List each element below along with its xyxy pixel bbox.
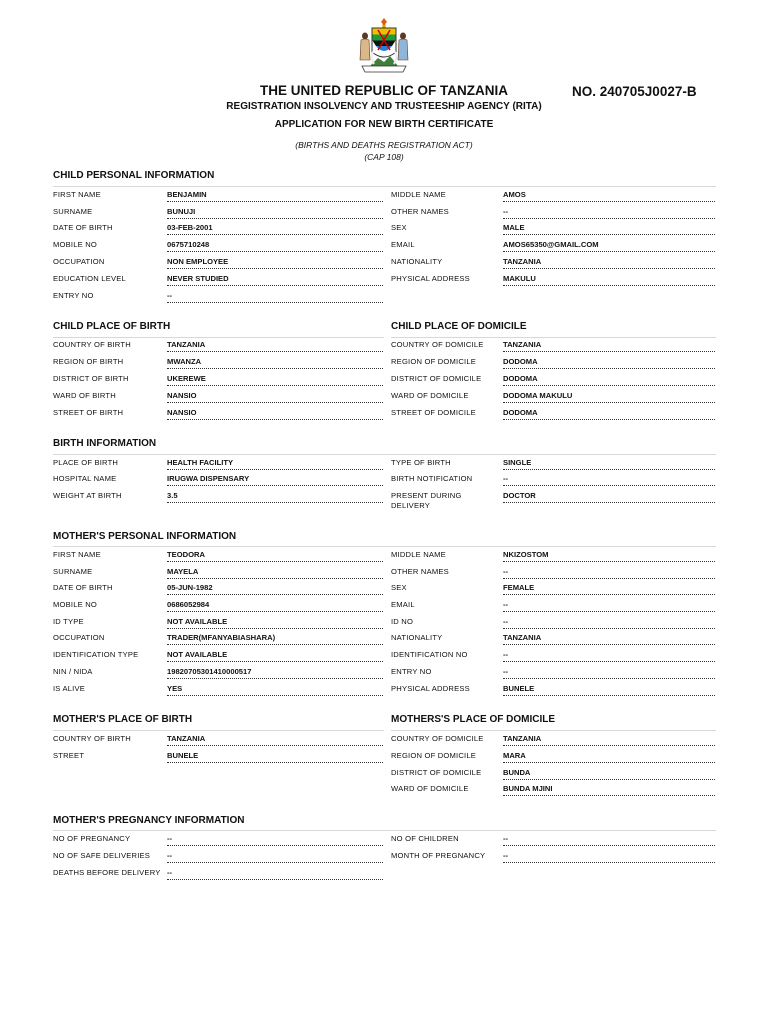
field-label: HOSPITAL NAME [53, 474, 117, 483]
field-value: NOT AVAILABLE [167, 649, 383, 662]
field-label: PRESENT DURING [391, 491, 462, 500]
field-label: WARD OF DOMICILE [391, 391, 469, 400]
field-label: MONTH OF PREGNANCY [391, 851, 486, 860]
field-value: 05-JUN-1982 [167, 582, 383, 595]
field-label: PHYSICAL ADDRESS [391, 274, 470, 283]
section-title-birth-information: BIRTH INFORMATION [53, 438, 157, 449]
field-label: OCCUPATION [53, 633, 105, 642]
field-label: SURNAME [53, 567, 93, 576]
field-label: REGION OF BIRTH [53, 357, 124, 366]
field-value: MARA [503, 750, 715, 763]
field-label: SEX [391, 223, 407, 232]
field-label: DISTRICT OF DOMICILE [391, 768, 482, 777]
field-value: -- [503, 206, 715, 219]
agency-title: REGISTRATION INSOLVENCY AND TRUSTEESHIP AGENCY (RITA) [226, 101, 542, 112]
field-value: MAKULU [503, 273, 715, 286]
field-value: AMOS65350@GMAIL.COM [503, 239, 715, 252]
field-label: EDUCATION LEVEL [53, 274, 126, 283]
section-divider [53, 830, 716, 831]
field-value: BUNDA [503, 767, 715, 780]
document-title: APPLICATION FOR NEW BIRTH CERTIFICATE [274, 119, 494, 130]
field-value: TANZANIA [167, 339, 383, 352]
field-label: MOBILE NO [53, 240, 97, 249]
field-label: COUNTRY OF DOMICILE [391, 734, 484, 743]
field-label: OTHER NAMES [391, 207, 449, 216]
field-value: HEALTH FACILITY [167, 457, 383, 470]
field-value: BUNDA MJINI [503, 783, 715, 796]
field-value: TRADER(MFANYABIASHARA) [167, 632, 383, 645]
field-value: -- [503, 833, 715, 846]
field-value: SINGLE [503, 457, 715, 470]
field-value: NANSIO [167, 390, 383, 403]
field-value: NON EMPLOYEE [167, 256, 383, 269]
field-value: -- [167, 867, 383, 880]
section-title-pregnancy: MOTHER'S PREGNANCY INFORMATION [53, 815, 245, 826]
field-value: MWANZA [167, 356, 383, 369]
section-title-child-domicile: CHILD PLACE OF DOMICILE [391, 321, 527, 332]
field-value: NOT AVAILABLE [167, 616, 383, 629]
field-value: -- [503, 666, 715, 679]
field-label: NATIONALITY [391, 257, 443, 266]
field-label: MIDDLE NAME [391, 190, 446, 199]
field-label: DEATHS BEFORE DELIVERY [53, 868, 161, 877]
field-value: -- [503, 599, 715, 612]
field-value: YES [167, 683, 383, 696]
field-label: PLACE OF BIRTH [53, 458, 119, 467]
field-label: COUNTRY OF BIRTH [53, 734, 131, 743]
section-title-child-personal: CHILD PERSONAL INFORMATION [53, 170, 215, 181]
field-label: OCCUPATION [53, 257, 105, 266]
field-label: EMAIL [391, 240, 415, 249]
application-number: NO. 240705J0027-B [572, 84, 697, 99]
field-label: EMAIL [391, 600, 415, 609]
field-label: STREET [53, 751, 85, 760]
section-divider [391, 730, 716, 731]
field-label: ENTRY NO [391, 667, 432, 676]
field-label: BIRTH NOTIFICATION [391, 474, 473, 483]
field-value: 19820705301410000517 [167, 666, 383, 679]
field-value: DOCTOR [503, 490, 715, 503]
field-value: NANSIO [167, 407, 383, 420]
field-label: STREET OF BIRTH [53, 408, 124, 417]
field-value: 0686052984 [167, 599, 383, 612]
field-label: NATIONALITY [391, 633, 443, 642]
act-reference: (BIRTHS AND DEATHS REGISTRATION ACT) [295, 140, 473, 150]
field-value: NKIZOSTOM [503, 549, 715, 562]
field-value: NEVER STUDIED [167, 273, 383, 286]
field-value: -- [503, 850, 715, 863]
field-label: DISTRICT OF BIRTH [53, 374, 129, 383]
field-label: FIRST NAME [53, 550, 101, 559]
field-label: IDENTIFICATION TYPE [53, 650, 139, 659]
field-label: COUNTRY OF BIRTH [53, 340, 131, 349]
field-label: REGION OF DOMICILE [391, 357, 477, 366]
section-title-child-birth-place: CHILD PLACE OF BIRTH [53, 321, 171, 332]
field-value: DODOMA MAKULU [503, 390, 715, 403]
field-label: DATE OF BIRTH [53, 223, 113, 232]
field-value: AMOS [503, 189, 715, 202]
field-value: BENJAMIN [167, 189, 383, 202]
field-value: MAYELA [167, 566, 383, 579]
field-label: DATE OF BIRTH [53, 583, 113, 592]
field-value: -- [167, 833, 383, 846]
section-divider [53, 454, 716, 455]
field-label: COUNTRY OF DOMICILE [391, 340, 484, 349]
field-value: DODOMA [503, 373, 715, 386]
field-label: WEIGHT AT BIRTH [53, 491, 122, 500]
field-label: SURNAME [53, 207, 93, 216]
section-divider [391, 337, 716, 338]
section-title-mother-domicile: MOTHERS'S PLACE OF DOMICILE [391, 714, 556, 725]
field-label: IDENTIFICATION NO [391, 650, 468, 659]
field-value: UKEREWE [167, 373, 383, 386]
field-label: TYPE OF BIRTH [391, 458, 451, 467]
field-label: IS ALIVE [53, 684, 85, 693]
field-value: TANZANIA [167, 733, 383, 746]
field-label: FIRST NAME [53, 190, 101, 199]
field-label: ENTRY NO [53, 291, 94, 300]
section-title-mother-personal: MOTHER'S PERSONAL INFORMATION [53, 531, 237, 542]
field-value: BUNELE [503, 683, 715, 696]
field-value: -- [503, 649, 715, 662]
field-label: NO OF CHILDREN [391, 834, 459, 843]
field-label: DISTRICT OF DOMICILE [391, 374, 482, 383]
field-value: TANZANIA [503, 256, 715, 269]
field-label: WARD OF DOMICILE [391, 784, 469, 793]
country-title: THE UNITED REPUBLIC OF TANZANIA [260, 83, 508, 98]
field-value: -- [503, 473, 715, 486]
section-title-mother-birth-place: MOTHER'S PLACE OF BIRTH [53, 714, 193, 725]
field-value: DODOMA [503, 407, 715, 420]
field-value: TANZANIA [503, 733, 715, 746]
field-value: -- [503, 566, 715, 579]
field-value: -- [167, 290, 383, 303]
section-divider [53, 730, 384, 731]
field-label: REGION OF DOMICILE [391, 751, 477, 760]
field-label-continued: DELIVERY [391, 501, 431, 510]
field-label: MOBILE NO [53, 600, 97, 609]
field-value: BUNELE [167, 750, 383, 763]
field-value: FEMALE [503, 582, 715, 595]
cap-reference: (CAP 108) [364, 152, 404, 162]
field-value: TEODORA [167, 549, 383, 562]
coat-of-arms-logo [356, 18, 412, 76]
field-label: NO OF SAFE DELIVERIES [53, 851, 151, 860]
section-divider [53, 546, 716, 547]
field-label: SEX [391, 583, 407, 592]
field-value: DODOMA [503, 356, 715, 369]
field-label: OTHER NAMES [391, 567, 449, 576]
field-label: PHYSICAL ADDRESS [391, 684, 470, 693]
section-divider [53, 337, 384, 338]
field-value: TANZANIA [503, 339, 715, 352]
field-value: -- [503, 616, 715, 629]
field-value: 0675710248 [167, 239, 383, 252]
field-label: STREET OF DOMICILE [391, 408, 476, 417]
field-label: ID NO [391, 617, 414, 626]
field-value: 3.5 [167, 490, 383, 503]
section-divider [53, 186, 716, 187]
field-value: 03-FEB-2001 [167, 222, 383, 235]
field-value: MALE [503, 222, 715, 235]
field-label: WARD OF BIRTH [53, 391, 116, 400]
field-value: -- [167, 850, 383, 863]
field-label: NIN / NIDA [53, 667, 93, 676]
field-value: TANZANIA [503, 632, 715, 645]
field-value: IRUGWA DISPENSARY [167, 473, 383, 486]
field-value: BUNUJI [167, 206, 383, 219]
field-label: MIDDLE NAME [391, 550, 446, 559]
field-label: NO OF PREGNANCY [53, 834, 131, 843]
field-label: ID TYPE [53, 617, 84, 626]
